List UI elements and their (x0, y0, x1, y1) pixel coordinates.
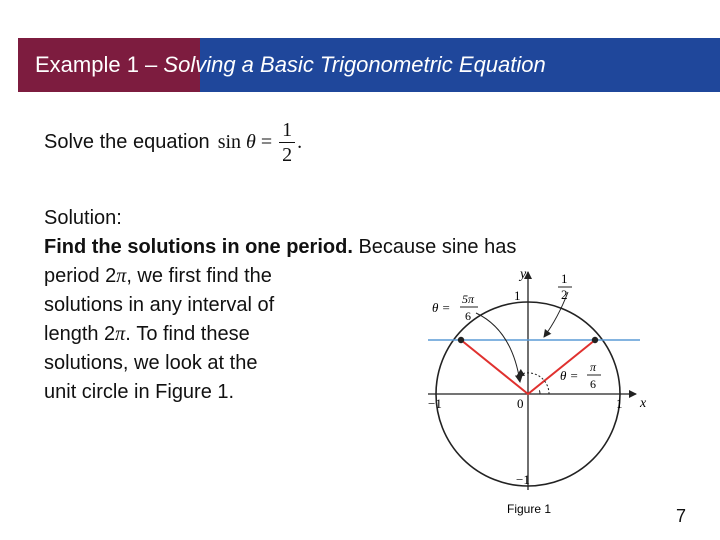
angle-left-theta: θ = (432, 300, 451, 315)
angle-right-num: π (590, 360, 597, 374)
eq-period: . (297, 131, 303, 153)
page-number: 7 (676, 506, 687, 526)
title-topic: Solving a Basic Trigonometric Equation (163, 52, 546, 77)
solution-line-3: solutions in any interval of (44, 294, 275, 316)
solution-line-1-rest: Because sine has (352, 236, 517, 258)
x-axis-label: x (640, 396, 647, 411)
point-five-pi-six (458, 337, 464, 343)
solution-line-2b: , we first find the (126, 265, 272, 287)
problem-label: Solve the equation (44, 131, 210, 153)
tick-y-pos: 1 (514, 288, 521, 303)
solution-line-4a: length 2 (44, 323, 116, 345)
origin-label: 0 (517, 396, 524, 411)
solution-line-2a: period 2 (44, 265, 117, 287)
solution-heading: Solution: (44, 207, 122, 229)
pi-symbol: π (116, 265, 127, 287)
eq-sin: sin (217, 131, 242, 153)
tick-x-pos: 1 (616, 396, 623, 411)
eq-theta: θ (246, 131, 256, 153)
solution-line-6: unit circle in Figure 1. (44, 381, 235, 403)
angle-left-den: 6 (465, 309, 471, 323)
half-label-den: 2 (561, 287, 568, 302)
title-prefix: Example 1 – (35, 52, 164, 77)
leader-arrow-left (476, 313, 520, 382)
tick-x-neg: −1 (428, 396, 442, 411)
point-pi-six (592, 337, 598, 343)
eq-equals: = (260, 131, 273, 153)
tick-y-neg: −1 (516, 472, 530, 487)
angle-right-den: 6 (590, 377, 596, 391)
angle-left-num: 5π (462, 292, 475, 306)
pi-symbol: π (115, 323, 126, 345)
solution-line-4b: . To find these (125, 323, 250, 345)
y-axis-label: y (520, 267, 527, 282)
figure-caption: Figure 1 (507, 502, 552, 516)
half-label-num: 1 (561, 271, 568, 286)
angle-right-theta: θ = (560, 368, 579, 383)
angle-arc-pi-six (539, 390, 540, 394)
solution-line-5: solutions, we look at the (44, 352, 258, 374)
solution-bold-lead: Find the solutions in one period. (44, 236, 353, 258)
eq-denominator: 2 (282, 144, 293, 166)
eq-numerator: 1 (279, 120, 295, 143)
